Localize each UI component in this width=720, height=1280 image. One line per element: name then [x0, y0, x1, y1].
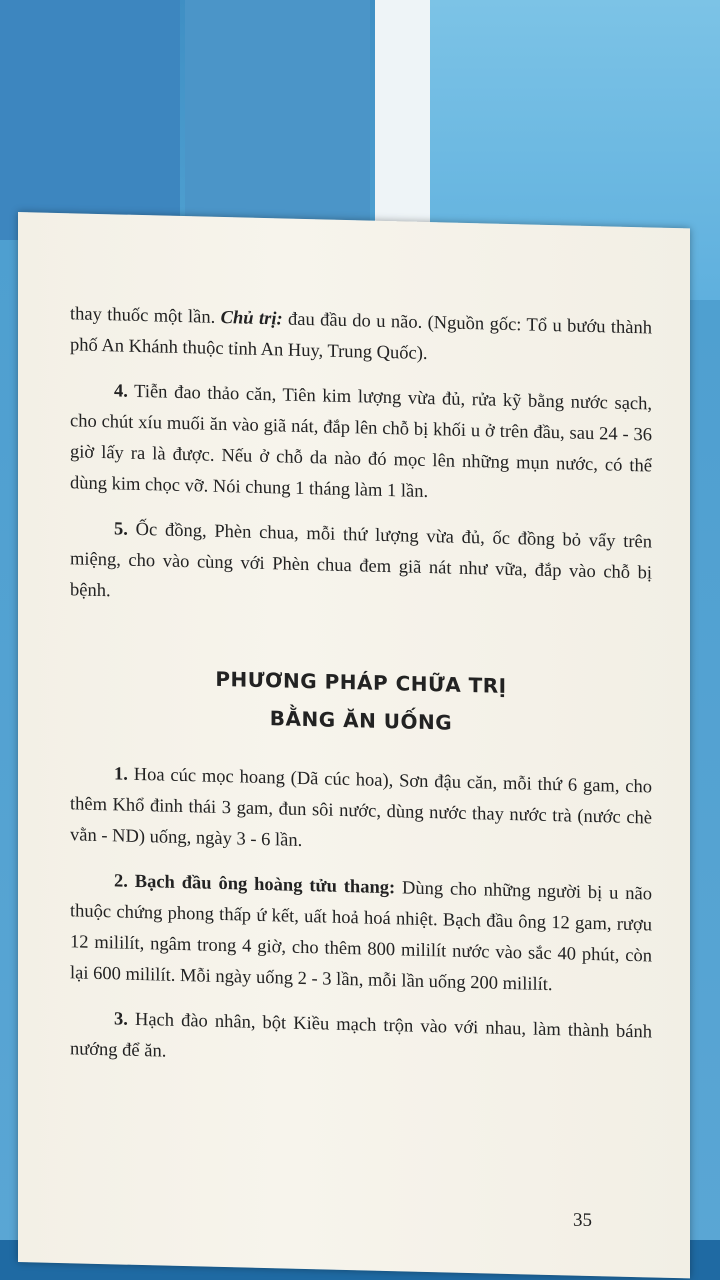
item-5-paragraph — [70, 513, 652, 620]
item-4-text: Tiễn đao thảo căn, Tiên kim lượng vừa đủ, rửa kỹ bằng nước sạch, cho chút xíu muối ăn vào giã nát, đắp lên chỗ bị khối u ở trên đầu, sau 24 - 36 giờ lấy ra là được. Nếu ở chỗ da nào đó mọc lên những mụn nước, có thể dùng kim chọc vỡ. Nói chung 1 tháng làm 1 lần. — [70, 381, 652, 503]
item-5-number: 5. — [114, 519, 128, 540]
diet-item-3-paragraph — [70, 1003, 652, 1079]
background-card — [375, 0, 430, 240]
background-left — [0, 0, 180, 240]
intro-text-continued: đau đầu do u não. (Nguồn gốc: Tổ u bướu thành phố An Khánh thuộc tỉnh An Huy, Trung Quốc). — [70, 309, 652, 365]
diet-item-2-paragraph — [70, 865, 652, 1003]
diet-item-1-paragraph — [70, 758, 652, 865]
intro-text: thay thuốc một lần. — [70, 304, 221, 328]
diet-item-2-text: Dùng cho những người bị u não thuộc chứng phong thấp ứ kết, uất hoả hoá nhiệt. Bạch đầu ông 12 gam, rượu 12 mililít, ngâm trong 4 giờ, cho thêm 800 mililít nước vào sắc 40 phút, còn lại 600 mililít. Mỗi ngày uống 2 - 3 lần, mỗi lần uống 200 mililít. — [70, 878, 653, 996]
diet-item-3-number: 3. — [114, 1009, 128, 1030]
item-4-paragraph — [70, 375, 652, 513]
page-number: 35 — [573, 1209, 592, 1232]
intro-paragraph — [70, 299, 652, 375]
page-content — [70, 299, 652, 1093]
item-5-text: Ốc đồng, Phèn chua, mỗi thứ lượng vừa đủ, ốc đồng bỏ vẩy trên miệng, cho vào cùng với Phèn chua đem giã nát như vữa, đắp vào chỗ bị bệnh. — [70, 519, 652, 602]
section-heading — [70, 656, 652, 746]
background-middle — [185, 0, 370, 250]
diet-item-3-text: Hạch đào nhân, bột Kiều mạch trộn vào với nhau, làm thành bánh nướng để ăn. — [70, 1009, 652, 1062]
intro-label: Chủ trị: — [220, 307, 283, 330]
item-4-number: 4. — [114, 381, 128, 402]
heading-line-2: BẰNG ĂN UỐNG — [269, 706, 453, 735]
heading-line-1: PHƯƠNG PHÁP CHỮA TRỊ — [215, 666, 507, 698]
diet-item-1-number: 1. — [114, 764, 128, 785]
book-page — [18, 212, 690, 1278]
diet-item-1-text: Hoa cúc mọc hoang (Dã cúc hoa), Sơn đậu căn, mỗi thứ 6 gam, cho thêm Khổ đinh thái 3 gam, đun sôi nước, dùng nước thay nước trà (nước chè vằn - ND) uống, ngày 3 - 6 lần. — [70, 764, 652, 851]
diet-item-2-title: 2. Bạch đầu ông hoàng tửu thang: — [114, 871, 396, 899]
